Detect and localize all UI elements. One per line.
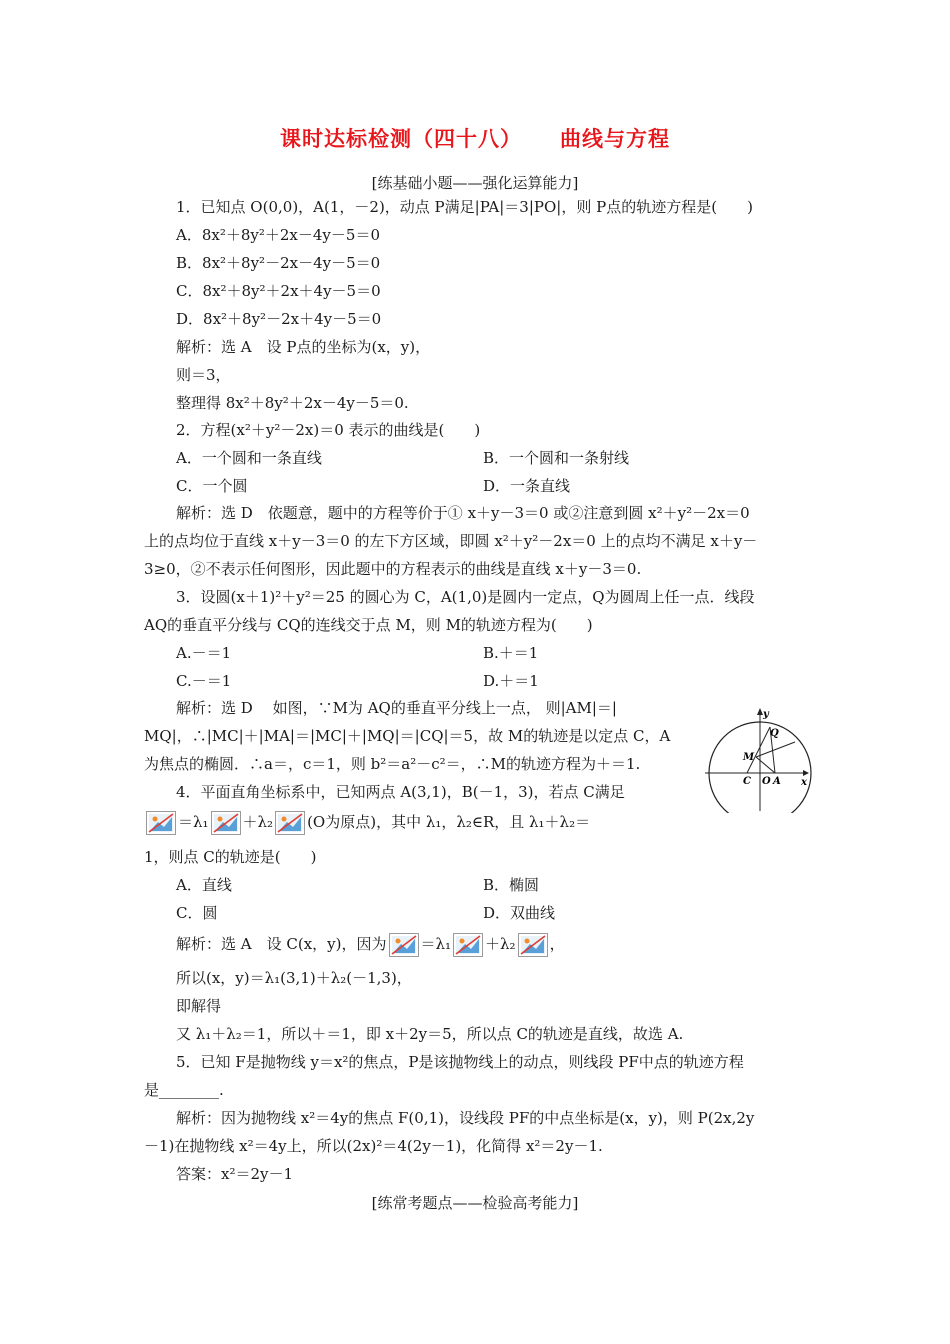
q5-answer: 答案：x²＝2y－1 [176, 1165, 294, 1183]
q3-option-a: A.－＝1 [176, 644, 232, 662]
q2-option-b: B．一个圆和一条射线 [483, 449, 630, 467]
segment-am [756, 757, 775, 773]
title-main: 课时达标检测（四十八） [280, 127, 522, 151]
q4-condition-text: (O为原点)，其中 λ₁，λ₂∈R，且 λ₁＋λ₂＝ [307, 813, 591, 831]
question-5-line-1: 5．已知 F是抛物线 y＝x²的焦点，P是该抛物线上的动点，则线段 PF中点的轨迹方程 [176, 1053, 744, 1071]
q2-option-c: C．一个圆 [176, 477, 248, 495]
question-4-line-2 [144, 811, 590, 835]
q1-solution-2: 则＝3， [176, 366, 231, 384]
label-x: x [801, 777, 807, 788]
ellipse-figure [703, 705, 813, 813]
q1-option-c: C．8x²＋8y²＋2x＋4y－5＝0 [176, 282, 381, 300]
q2-solution-3: 3≥0，②不表示任何图形，因此题中的方程表示的曲线是直线 x＋y－3＝0. [144, 560, 642, 578]
section-heading-basic: [练基础小题——强化运算能力] [371, 174, 579, 192]
q5-solution-1: 解析：因为抛物线 x²＝4y的焦点 F(0,1)，设线段 PF的中点坐标是(x，y)，则 P(2x,2y [176, 1109, 755, 1127]
question-3-line-2: AQ的垂直平分线与 CQ的连线交于点 M，则 M的轨迹方程为( ) [144, 616, 593, 634]
q5-solution-2: －1)在抛物线 x²＝4y上，所以(2x)²＝4(2y－1)，化简得 x²＝2y－1. [144, 1137, 603, 1155]
q1-option-a: A．8x²＋8y²＋2x－4y－5＝0 [176, 226, 380, 244]
question-5-line-2: 是________. [144, 1081, 224, 1099]
q4-plus-lambda2: ＋λ₂ [242, 813, 274, 831]
vector-ob-image [275, 811, 305, 835]
q2-solution-1: 解析：选 D 依题意，题中的方程等价于① x＋y－3＝0 或②注意到圆 x²＋y²－2x＝0 [176, 504, 750, 522]
q4-option-c: C．圆 [176, 904, 218, 922]
q4-option-d: D．双曲线 [483, 904, 556, 922]
label-q: Q [770, 728, 779, 739]
q3-solution-1: 解析：选 D 如图，∵M为 AQ的垂直平分线上一点， 则|AM|＝| [176, 699, 617, 717]
q4-solution-4: 又 λ₁＋λ₂＝1，所以＋＝1，即 x＋2y＝5，所以点 C的轨迹是直线，故选 A. [176, 1025, 684, 1043]
vector-oa-image-2 [453, 933, 483, 957]
question-3-line-1: 3．设圆(x＋1)²＋y²＝25 的圆心为 C，A(1,0)是圆内一定点，Q为圆周上任一点．线段 [176, 588, 755, 606]
label-y: y [763, 709, 769, 720]
q4-solution-plus: ＋λ₂ [485, 935, 516, 953]
q1-solution-1: 解析：选 A 设 P点的坐标为(x，y)， [176, 338, 431, 356]
q4-solution-1 [176, 933, 565, 957]
q2-solution-2: 上的点均位于直线 x＋y－3＝0 的左下方区域，即圆 x²＋y²－2x＝0 上的点均不满足 x＋y－ [144, 532, 758, 550]
vector-ob-image-2 [518, 933, 548, 957]
question-2: 2．方程(x²＋y²－2x)＝0 表示的曲线是( ) [176, 421, 481, 439]
question-4-line-1: 4．平面直角坐标系中，已知两点 A(3,1)，B(－1，3)，若点 C满足 [176, 783, 625, 801]
figure-x-arrow [803, 770, 809, 776]
q4-solution-prefix: 解析：选 A 设 C(x，y)，因为 [176, 935, 387, 953]
q3-solution-2: MQ|，∴|MC|＋|MA|＝|MC|＋|MQ|＝|CQ|＝5，故 M的轨迹是以定点 C，A [144, 727, 671, 745]
q1-solution-3: 整理得 8x²＋8y²＋2x－4y－5＝0. [176, 394, 409, 412]
vector-oa-image [211, 811, 241, 835]
label-m: M [743, 752, 755, 763]
q4-solution-comma: ， [549, 935, 565, 953]
q1-option-d: D．8x²＋8y²－2x＋4y－5＝0 [176, 310, 382, 328]
q4-equals-lambda1: ＝λ₁ [178, 813, 209, 831]
q4-solution-equals: ＝λ₁ [420, 935, 452, 953]
q3-option-c: C.－＝1 [176, 672, 232, 690]
label-c: C [743, 776, 751, 787]
q2-option-d: D．一条直线 [483, 477, 571, 495]
q4-solution-2: 所以(x，y)＝λ₁(3,1)＋λ₂(－1,3)， [176, 969, 412, 987]
vector-oc-image [146, 811, 176, 835]
q3-option-b: B.＋＝1 [483, 644, 539, 662]
q3-solution-3: 为焦点的椭圆．∴a＝，c＝1，则 b²＝a²－c²＝，∴M的轨迹方程为＋＝1. [144, 755, 641, 773]
label-a: A [773, 776, 781, 787]
section-heading-exam: [练常考题点——检验高考能力] [371, 1194, 579, 1212]
question-4-line-3: 1，则点 C的轨迹是( ) [144, 848, 317, 866]
q1-option-b: B．8x²＋8y²－2x－4y－5＝0 [176, 254, 381, 272]
q4-option-a: A．直线 [176, 876, 232, 894]
q4-option-b: B．椭圆 [483, 876, 540, 894]
question-1: 1．已知点 O(0,0)，A(1，－2)，动点 P满足|PA|＝3|PO|，则 P点的轨迹方程是( ) [176, 198, 753, 216]
vector-oc-image-2 [389, 933, 419, 957]
title-topic: 曲线与方程 [560, 127, 670, 151]
q3-option-d: D.＋＝1 [483, 672, 539, 690]
q4-solution-3: 即解得 [176, 997, 222, 1015]
q2-option-a: A．一个圆和一条直线 [176, 449, 322, 467]
page-title [0, 123, 950, 153]
label-o: O [762, 776, 771, 787]
